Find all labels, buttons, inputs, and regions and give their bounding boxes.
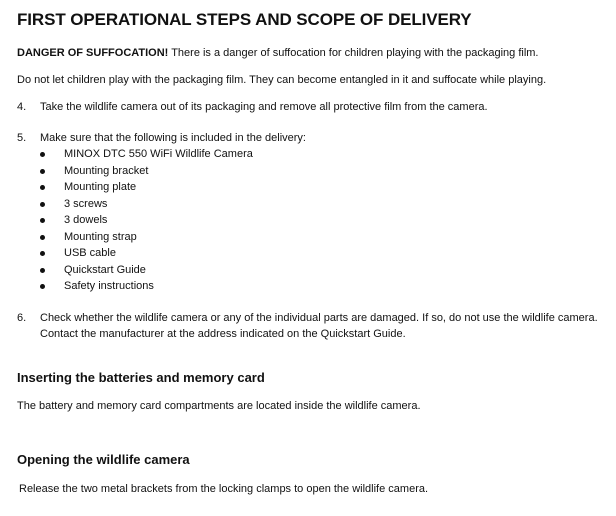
list-item-label: Mounting strap <box>64 230 137 243</box>
list-item <box>38 245 253 262</box>
step-text-line: Check whether the wildlife camera or any of the individual parts are damaged. If so, do not use the wildlife camera. <box>40 312 598 324</box>
bullet-icon <box>40 152 45 157</box>
step-text: Make sure that the following is included in the delivery: <box>40 132 306 144</box>
list-item-label: Quickstart Guide <box>64 263 146 276</box>
list-item-label: Mounting bracket <box>64 164 149 177</box>
list-item <box>38 179 253 196</box>
list-item <box>38 146 253 163</box>
section-heading: Opening the wildlife camera <box>17 452 190 467</box>
bullet-icon <box>40 268 45 273</box>
list-item-label: USB cable <box>64 247 116 259</box>
list-item-label: Mounting plate <box>64 181 137 193</box>
section-heading: Inserting the batteries and memory card <box>17 370 265 385</box>
delivery-list <box>38 146 253 295</box>
list-item <box>38 212 253 229</box>
bullet-icon <box>40 251 45 256</box>
bullet-icon <box>40 185 45 190</box>
warning-paragraph: Do not let children play with the packaging film. They can become entangled in it and suffocate while playing. <box>17 74 547 86</box>
bullet-icon <box>40 235 45 240</box>
step-number: 5. <box>17 132 27 144</box>
section-text: The battery and memory card compartments are located inside the wildlife camera. <box>17 400 421 412</box>
list-item <box>38 278 253 295</box>
danger-text: There is a danger of suffocation for children playing with the packaging film. <box>168 47 539 59</box>
bullet-icon <box>40 284 45 289</box>
bullet-icon <box>40 218 45 223</box>
list-item <box>38 229 253 246</box>
list-item-label: MINOX DTC 550 WiFi Wildlife Camera <box>64 148 253 160</box>
list-item <box>38 163 253 180</box>
list-item-label: 3 screws <box>64 197 108 210</box>
page-title: FIRST OPERATIONAL STEPS AND SCOPE OF DELIVERY <box>17 10 472 29</box>
step-number: 4. <box>17 101 27 113</box>
section-text: Release the two metal brackets from the locking clamps to open the wildlife camera. <box>19 483 429 495</box>
list-item <box>38 262 253 279</box>
bullet-icon <box>40 169 45 174</box>
step-text-line: Contact the manufacturer at the address indicated on the Quickstart Guide. <box>40 328 406 340</box>
list-item <box>38 196 253 213</box>
danger-paragraph <box>17 46 538 60</box>
list-item-label: Safety instructions <box>64 280 154 292</box>
list-item-label: 3 dowels <box>64 214 108 226</box>
step-number: 6. <box>17 312 27 324</box>
step-text: Take the wildlife camera out of its packaging and remove all protective film from the camera. <box>40 101 488 113</box>
bullet-icon <box>40 202 45 207</box>
danger-label: DANGER OF SUFFOCATION! <box>17 47 169 59</box>
